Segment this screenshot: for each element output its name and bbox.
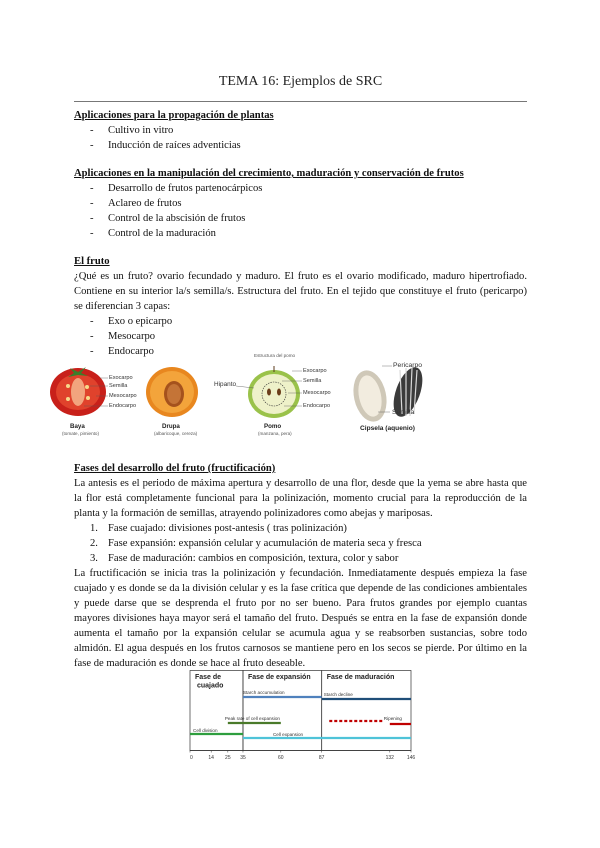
- bar-label: Starch accumulation: [242, 690, 285, 695]
- list-number: 2.: [90, 538, 98, 549]
- section-heading: Aplicaciones en la manipulación del crecimiento, maduración y conservación de frutos: [74, 168, 464, 179]
- section-heading: Fases del desarrollo del fruto (fructificación): [74, 463, 276, 474]
- fruit-development-chart: [189, 670, 416, 762]
- fig-label: Endocarpo: [303, 403, 331, 409]
- fig-top-label: Estructura del pomo: [254, 353, 296, 358]
- phase-label: Fase de maduración: [326, 674, 395, 681]
- x-tick-label: 0: [190, 755, 193, 761]
- phase-label: [195, 674, 223, 690]
- x-tick-label: 14: [208, 755, 214, 761]
- apricot-illustration: [138, 356, 208, 424]
- fig-label: Pericarpo: [393, 362, 423, 369]
- list-number: 1.: [90, 523, 98, 534]
- bar-label: Ripening: [383, 716, 402, 721]
- fig-label: Semilla: [303, 378, 322, 384]
- list-item: - Mesocarpo: [90, 329, 527, 344]
- fig-subcaption: (manzana, pera): [258, 431, 292, 436]
- list-item: - Exo o epicarpo: [90, 314, 527, 329]
- list-item: - Aclareo de frutos: [90, 196, 527, 211]
- fig-caption: Baya: [70, 423, 85, 430]
- title-divider: [74, 101, 527, 102]
- bullet-list: [74, 181, 527, 241]
- apple-figure: [214, 353, 334, 442]
- fig-label: Exocarpo: [303, 368, 327, 374]
- list-item: [90, 521, 527, 536]
- paragraph: La fructificación se inicia tras la polinización y fecundación. Inmediatamente después empieza la fase cuajado y es donde se da la división celular y es la fase crítica que depende de las condiciones ambientales y puede darse que se desprenda el fruto por no ser bueno. Para frutos grandes por ejemplo cuantas mayores divisiones haya mayor será el tamaño del fruto. Después se entra en la fase de expansión donde aumenta el tamaño por la expansión celular se acumula agua y se reabsorben sustancias, sobre todo almidón. El agua después en los frutos carnosos se mantiene pero en los secos se pierde. Por último en la fase de maduración es donde se hace al fruto deseable.: [74, 568, 527, 669]
- paragraph: La antesis es el periodo de máxima apertura y desarrollo de una flor, desde que la yema se abre hasta que la flor está completamente funcional para la polinización, momento crucial para la reproducción de la planta y la formación de semillas, atrayendo polinizadores como abejas y mariposas.: [74, 478, 527, 519]
- section-development: [74, 461, 527, 671]
- x-tick-label: 132: [385, 755, 394, 761]
- fig-label: Mesocarpo: [109, 393, 137, 399]
- page-title: TEMA 16: Ejemplos de SRC: [218, 74, 383, 89]
- phase-label-line: cuajado: [197, 682, 224, 690]
- numbered-list: [74, 521, 527, 566]
- list-item-text: Fase de maduración: cambios en composición, textura, color y sabor: [108, 553, 399, 564]
- section-propagation: [74, 108, 527, 153]
- section-manipulation: [74, 166, 527, 241]
- list-item-text: Fase cuajado: divisiones post-antesis ( tras polinización): [108, 523, 347, 534]
- bullet-list: [74, 314, 527, 359]
- fruit-structure-figure: [48, 353, 458, 442]
- fig-caption: Drupa: [162, 423, 180, 430]
- fig-subcaption: (tomate, pimiento): [62, 431, 100, 436]
- tomato-figure: [48, 356, 137, 442]
- fig-label: Hipanto: [214, 381, 237, 388]
- x-tick-label: 146: [406, 755, 416, 761]
- list-item: [90, 551, 527, 566]
- fig-caption: Cipsela (aquenio): [360, 425, 415, 432]
- fig-label: Semilla: [109, 383, 128, 389]
- x-tick-label: 60: [278, 755, 284, 761]
- fig-label: Exocarpo: [109, 375, 133, 381]
- fig-label: Mesocarpo: [303, 390, 331, 396]
- bar-label: Starch decline: [323, 692, 353, 697]
- list-item: - Inducción de raíces adventicias: [90, 138, 527, 153]
- list-item: - Endocarpo: [90, 344, 527, 359]
- list-number: 3.: [90, 553, 98, 564]
- bullet-list: [74, 123, 527, 153]
- list-item: - Control de la abscisión de frutos: [90, 211, 527, 226]
- bar-label: Cell expansion: [272, 732, 304, 737]
- apricot-figure: [138, 356, 208, 442]
- list-item-text: Fase expansión: expansión celular y acumulación de materia seca y fresca: [108, 538, 422, 549]
- fig-label: Semilla: [392, 409, 415, 416]
- achene-figure: [342, 356, 458, 442]
- paragraph: ¿Qué es un fruto? ovario fecundado y maduro. El fruto es el ovario modificado, maduro hipertrofiado. Contiene en su interior la/s semilla/s. Estructura del fruto. En el tejido que constituye el fruto (pericarpo) se diferencian 3 capas:: [74, 271, 527, 312]
- section-heading: Aplicaciones para la propagación de plantas: [74, 110, 274, 121]
- fig-caption: Pomo: [264, 423, 282, 430]
- x-tick-label: 87: [318, 755, 325, 761]
- tomato-illustration: [48, 356, 130, 424]
- phase-label: Fase de expansión: [247, 674, 311, 681]
- fig-label: Endocarpo: [109, 403, 137, 409]
- list-item: - Cultivo in vitro: [90, 123, 527, 138]
- fig-subcaption: (albaricoque, cereza): [154, 431, 198, 436]
- section-fruit: [74, 254, 527, 359]
- section-heading: El fruto: [74, 256, 110, 267]
- x-tick-label: 25: [225, 755, 231, 761]
- bar-label: Peak rate of cell expansion: [224, 716, 281, 721]
- bar-label: Cell division: [193, 728, 218, 733]
- phase-label-line: Fase de: [195, 674, 222, 681]
- list-item: - Control de la maduración: [90, 226, 527, 241]
- x-tick-label: 35: [240, 755, 246, 761]
- list-item: [90, 536, 527, 551]
- list-item: - Desarrollo de frutos partenocárpicos: [90, 181, 527, 196]
